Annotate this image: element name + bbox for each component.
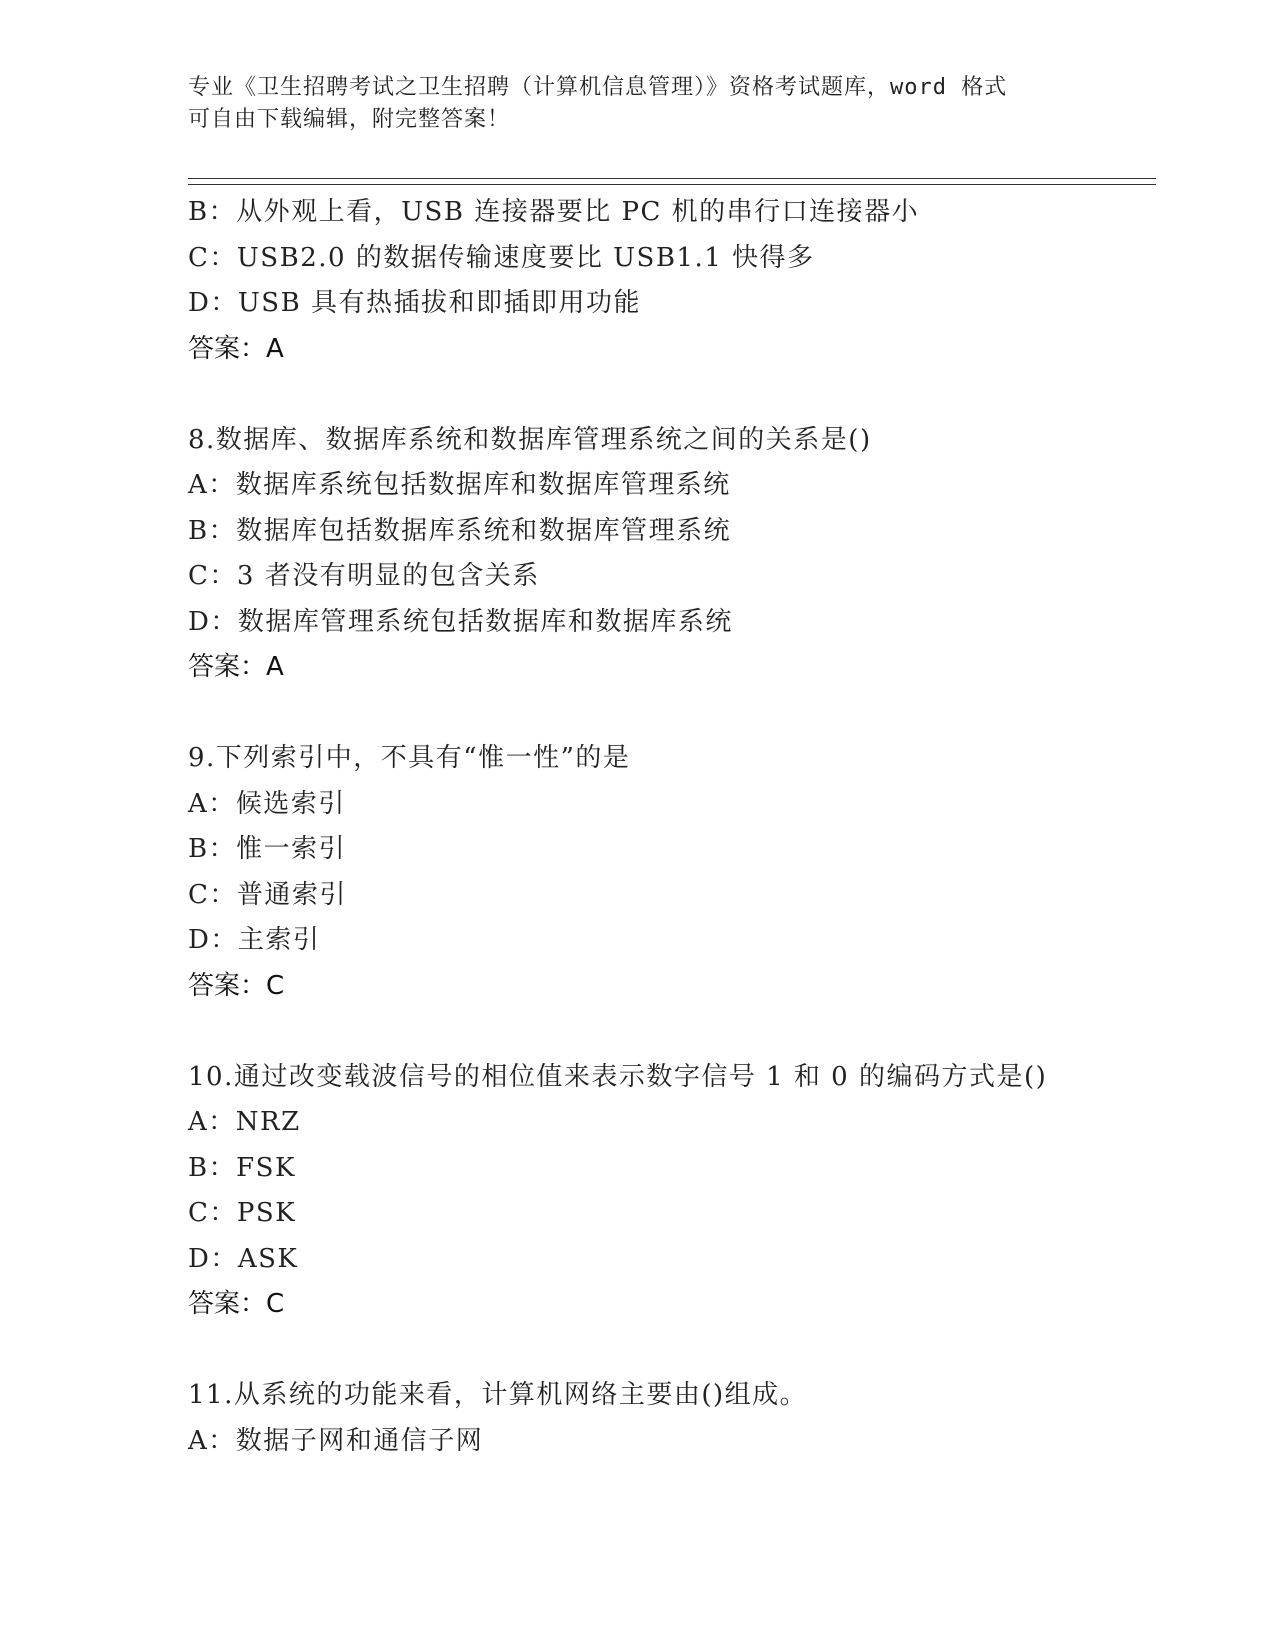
question-list xyxy=(188,190,1148,1464)
question-7 xyxy=(188,190,1148,372)
question-11 xyxy=(188,1373,1148,1464)
q9-option-c: C：普通索引 xyxy=(188,879,347,910)
q8-answer: 答案：A xyxy=(188,652,284,682)
header-line-1: 专业《卫生招聘考试之卫生招聘（计算机信息管理）》资格考试题库，word 格式 xyxy=(188,75,1008,100)
q10-answer: 答案：C xyxy=(188,1289,285,1319)
q8-option-b: B：数据库包括数据库系统和数据库管理系统 xyxy=(188,515,732,546)
question-9 xyxy=(188,736,1148,1009)
q8-option-a: A：数据库系统包括数据库和数据库管理系统 xyxy=(188,470,731,500)
q9-option-b: B：惟一索引 xyxy=(188,834,347,864)
q7-option-b: B：从外观上看，USB 连接器要比 PC 机的串行口连接器小 xyxy=(188,197,920,227)
q8-option-c: C：3 者没有明显的包含关系 xyxy=(188,561,540,591)
q10-option-a: A：NRZ xyxy=(188,1107,301,1137)
q10-option-d: D：ASK xyxy=(188,1243,299,1274)
q10-question: 10.通过改变载波信号的相位值来表示数字信号 1 和 0 的编码方式是() xyxy=(188,1061,1048,1092)
question-8 xyxy=(188,418,1148,691)
spacer xyxy=(188,1328,1148,1374)
q10-option-b: B：FSK xyxy=(188,1152,296,1183)
header-divider xyxy=(188,178,1156,185)
q9-answer: 答案：C xyxy=(188,970,285,1001)
q9-question: 9.下列索引中，不具有“惟一性”的是 xyxy=(188,743,631,773)
document-header xyxy=(188,72,1068,136)
q9-option-d: D：主索引 xyxy=(188,925,321,955)
q10-option-c: C：PSK xyxy=(188,1198,297,1228)
q8-option-d: D：数据库管理系统包括数据库和数据库系统 xyxy=(188,606,733,637)
spacer xyxy=(188,1009,1148,1055)
q7-option-c: C：USB2.0 的数据传输速度要比 USB1.1 快得多 xyxy=(188,242,815,273)
q8-question: 8.数据库、数据库系统和数据库管理系统之间的关系是() xyxy=(188,424,872,455)
q11-question: 11.从系统的功能来看，计算机网络主要由()组成。 xyxy=(188,1380,808,1410)
q7-option-d: D：USB 具有热插拔和即插即用功能 xyxy=(188,288,641,318)
question-10 xyxy=(188,1055,1148,1328)
q9-option-a: A：候选索引 xyxy=(188,788,346,819)
spacer xyxy=(188,691,1148,737)
q7-answer: 答案：A xyxy=(188,333,284,364)
header-line-2: 可自由下载编辑，附完整答案！ xyxy=(188,107,511,132)
spacer xyxy=(188,372,1148,418)
q11-option-a: A：数据子网和通信子网 xyxy=(188,1425,484,1456)
